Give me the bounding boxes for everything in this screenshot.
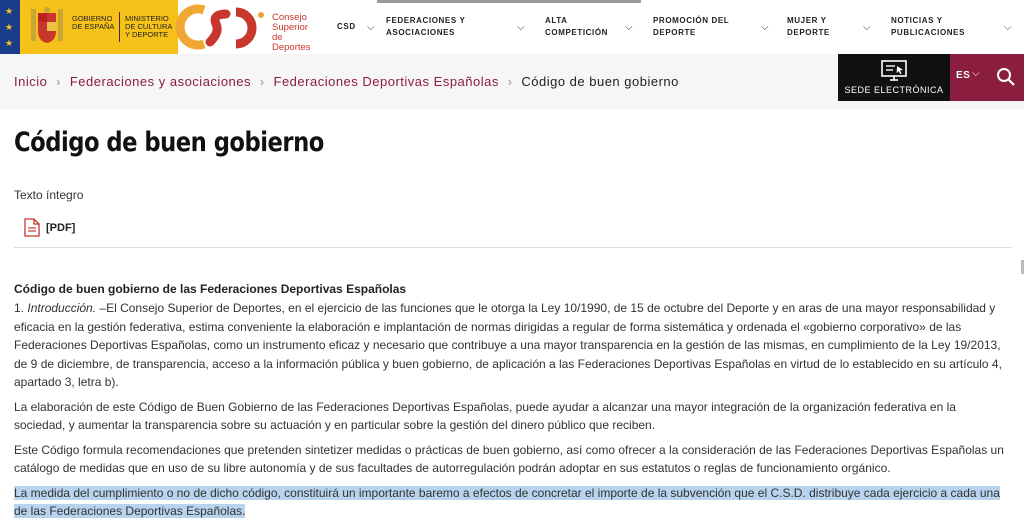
paragraph-title: Introducción. <box>27 301 97 315</box>
site-header <box>0 0 1024 54</box>
csd-text-line: Superior <box>272 22 308 33</box>
nav-item-label: MUJER Y DEPORTE <box>787 16 830 37</box>
sede-electronica-button[interactable] <box>838 54 950 101</box>
csd-text <box>272 13 322 53</box>
logo-divider <box>119 12 120 42</box>
breadcrumb-current: Código de buen gobierno <box>521 74 679 89</box>
breadcrumb <box>14 74 679 89</box>
breadcrumb-separator: › <box>260 74 265 89</box>
paragraph-1 <box>14 299 1010 392</box>
paragraph-3: Este Código formula recomendaciones que pretenden sintetizer medidas o prácticas de buen gobierno, así como ofrecer a la consideración de las Federaciones Deportivas Españolas un catálogo de medidas que en uso de su libre autonomía y de sus facultades de autorregulación podrán adoptar en sus estatutos o reglas de funcionamiento orgánico. <box>14 442 1004 475</box>
pdf-label: [PDF] <box>46 221 76 234</box>
pdf-file-icon <box>24 218 40 237</box>
chevron-down-icon: ⌵ <box>625 22 633 33</box>
pdf-download-link[interactable] <box>24 218 75 237</box>
page-title: Código de buen gobierno <box>14 127 324 158</box>
eu-flag-strip: ★ ★ ★ <box>0 0 20 54</box>
breadcrumb-link-inicio[interactable]: Inicio <box>14 74 48 89</box>
nav-item-federaciones[interactable] <box>386 0 536 54</box>
nav-item-label: ALTA COMPETICIÓN <box>545 16 609 37</box>
search-icon[interactable] <box>996 67 1016 87</box>
chevron-down-icon: ⌵ <box>972 68 980 79</box>
gobierno-ministerio-logo[interactable] <box>0 0 178 54</box>
csd-logo[interactable] <box>180 0 322 54</box>
chevron-down-icon: ⌵ <box>761 22 769 33</box>
document-body <box>14 281 1010 527</box>
paragraph-4-selected <box>14 484 1010 521</box>
texto-integro-label: Texto íntegro <box>14 188 84 202</box>
sede-electronica-label: SEDE ELECTRÓNICA <box>844 85 944 95</box>
chevron-down-icon: ⌵ <box>367 22 375 33</box>
breadcrumb-separator: › <box>56 74 61 89</box>
paragraph-number: 1. <box>14 301 25 315</box>
breadcrumb-separator: › <box>507 74 513 89</box>
chevron-down-icon: ⌵ <box>1004 22 1012 33</box>
csd-text-line: Consejo <box>272 12 307 23</box>
nav-item-label: CSD <box>337 22 356 31</box>
ministerio-text: MINISTERIO DE CULTURA Y DEPORTE <box>125 14 172 39</box>
chevron-down-icon: ⌵ <box>517 22 525 33</box>
language-code: ES <box>956 70 971 81</box>
main-nav <box>327 0 1024 54</box>
paragraph-text: –El Consejo Superior de Deportes, en el ejercicio de las funciones que le otorga la Ley 10/1990, de 15 de octubre del Deporte y en aras de una mayor responsabilidad y eficacia en la gestión federativa, estima conveniente la elaboración e implantación de normas dirigidas a regular de forma sistemática y ordenada el «gobierno corporativo» de las Federaciones Deportivas Españolas, como un instrumento eficaz y necesario que contribuye a una mayor transparencia en la gestión de las mismas, en cumplimiento de la Ley 19/2013, de 9 de diciembre, de transparencia, acceso a la información pública y buen gobierno, de aplicación a las Federaciones Deportivas Españolas en virtud de lo establecido en su artículo 4, apartado 3, letra b). <box>14 301 1002 389</box>
nav-item-label: FEDERACIONES Y ASOCIACIONES <box>386 16 466 37</box>
nav-item-csd[interactable] <box>337 0 377 54</box>
csd-mark-icon <box>182 6 268 48</box>
section-divider <box>14 247 1012 248</box>
paragraph-2: La elaboración de este Código de Buen Gobierno de las Federaciones Deportivas Españolas, puede ayudar a alcanzar una mayor integración de la organización federativa en la sociedad, y aumentar la transparencia sobre su actuación y en particular sobre la gestión del dinero público que reciben. <box>14 399 956 432</box>
gobierno-text: GOBIERNO DE ESPAÑA <box>72 14 115 31</box>
nav-item-noticias[interactable] <box>891 0 1017 54</box>
monitor-icon <box>880 59 908 83</box>
nav-item-alta-competicion[interactable] <box>545 0 645 54</box>
nav-item-mujer-deporte[interactable] <box>787 0 882 54</box>
nav-item-label: PROMOCIÓN DEL DEPORTE <box>653 16 730 37</box>
breadcrumb-link-fede-deportivas[interactable]: Federaciones Deportivas Españolas <box>273 74 499 89</box>
language-selector[interactable] <box>950 54 1024 101</box>
csd-text-line: de Deportes <box>272 32 311 53</box>
coat-of-arms-icon <box>28 5 66 49</box>
document-heading: Código de buen gobierno de las Federaciones Deportivas Españolas <box>14 282 407 296</box>
breadcrumb-link-federaciones[interactable]: Federaciones y asociaciones <box>69 74 252 89</box>
nav-item-label: NOTICIAS Y PUBLICACIONES <box>891 16 966 37</box>
nav-item-promocion[interactable] <box>653 0 778 54</box>
chevron-down-icon: ⌵ <box>863 22 871 33</box>
selected-text: La medida del cumplimiento o no de dicho código, constituirá un importante baremo a efectos de concretar el importe de la subvención que el C.S.D. distribuye cada ejercicio a cada una de las Federaciones Deportivas Españolas. <box>14 485 1000 518</box>
